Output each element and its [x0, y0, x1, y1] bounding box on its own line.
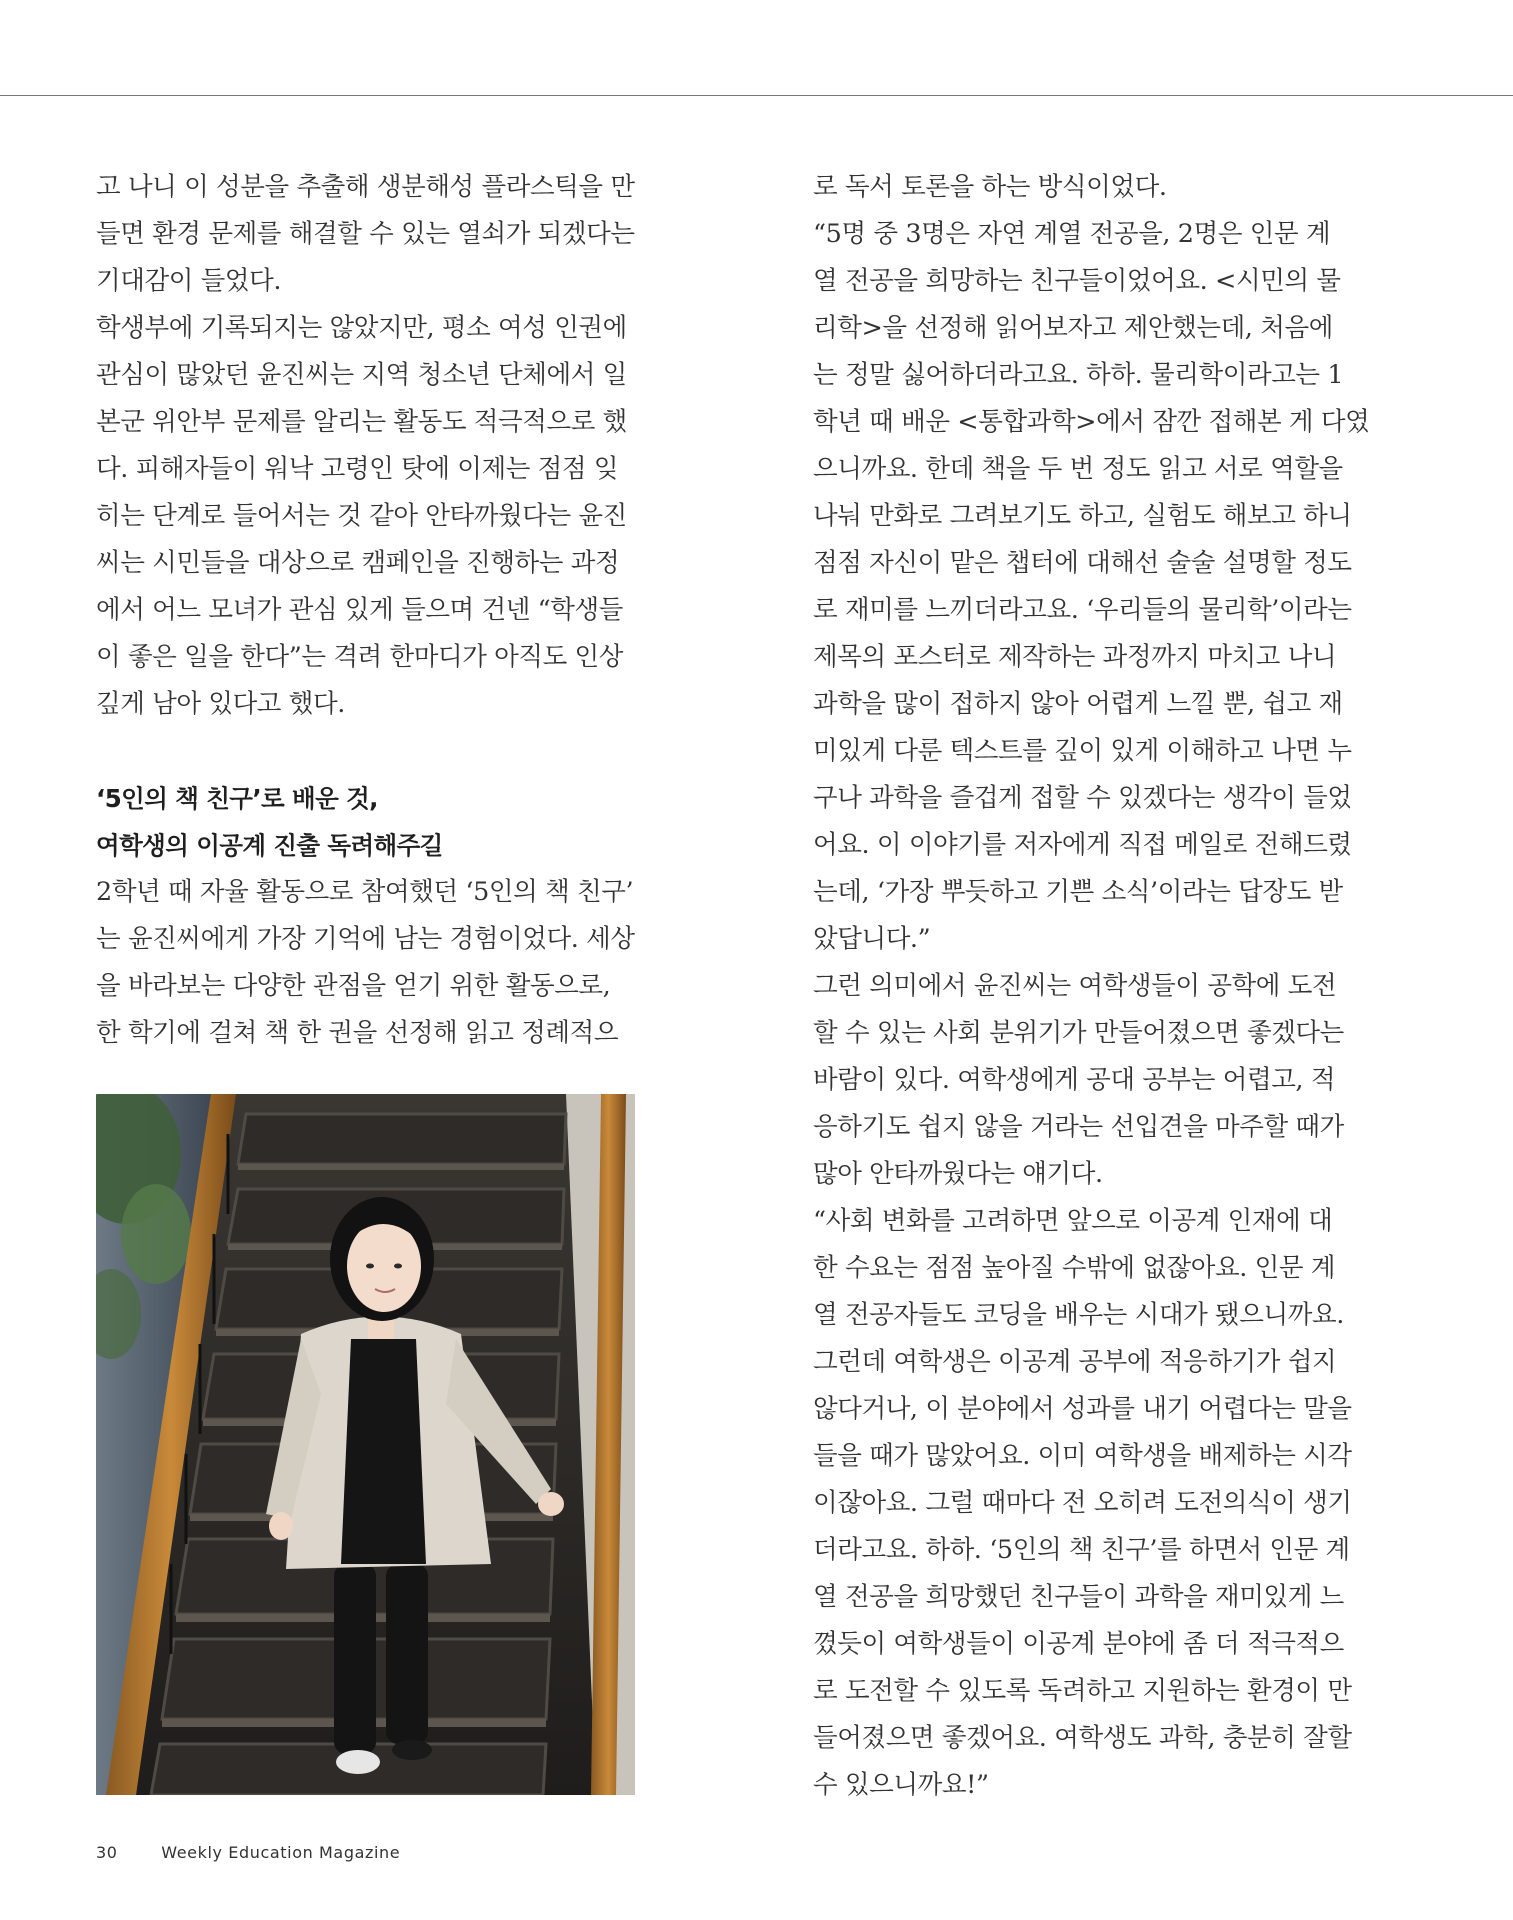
subheading-line: 여학생의 이공계 진출 독려해주길 [96, 831, 443, 860]
text-line: 그런 의미에서 윤진씨는 여학생들이 공학에 도전 [813, 971, 1337, 1001]
text-line: 점점 자신이 맡은 챕터에 대해선 술술 설명할 정도 [813, 548, 1352, 578]
text-line: 는 윤진씨에게 가장 기억에 남는 경험이었다. 세상 [96, 924, 635, 954]
text-line: 열 전공자들도 코딩을 배우는 시대가 됐으니까요. [813, 1300, 1344, 1330]
text-line: 는데, ‘가장 뿌듯하고 기쁜 소식’이라는 답장도 받 [813, 877, 1343, 907]
right-paragraph-2 [813, 963, 1353, 1198]
left-paragraph-1 [96, 164, 636, 305]
text-line: 이잖아요. 그럴 때마다 전 오히려 도전의식이 생기 [813, 1488, 1352, 1518]
text-line: 는 정말 싫어하더라고요. 하하. 물리학이라고는 1 [813, 360, 1344, 390]
text-line: 들을 때가 많았어요. 이미 여학생을 배제하는 시각 [813, 1441, 1352, 1471]
text-line: 고 나니 이 성분을 추출해 생분해성 플라스틱을 만 [96, 172, 635, 202]
paragraph-gap [96, 728, 636, 775]
text-line: 수 있으니까요!” [813, 1770, 989, 1800]
text-line: 많아 안타까웠다는 얘기다. [813, 1159, 1103, 1189]
text-line: 깊게 남아 있다고 했다. [96, 689, 345, 719]
right-paragraph-1 [813, 164, 1370, 963]
text-line: 열 전공을 희망했던 친구들이 과학을 재미있게 느 [813, 1582, 1344, 1612]
magazine-name: Weekly Education Magazine [161, 1843, 401, 1862]
text-line: 더라고요. 하하. ‘5인의 책 친구’를 하면서 인문 계 [813, 1535, 1350, 1565]
text-line: 응하기도 쉽지 않을 거라는 선입견을 마주할 때가 [813, 1112, 1344, 1142]
text-line: 로 도전할 수 있도록 독려하고 지원하는 환경이 만 [813, 1676, 1352, 1706]
text-line: 으니까요. 한데 책을 두 번 정도 읽고 서로 역할을 [813, 454, 1343, 484]
text-line: 들면 환경 문제를 해결할 수 있는 열쇠가 되겠다는 [96, 219, 635, 249]
text-line: 들어졌으면 좋겠어요. 여학생도 과학, 충분히 잘할 [813, 1723, 1352, 1753]
text-line: 열 전공을 희망하는 친구들이었어요. <시민의 물 [813, 266, 1341, 296]
text-line: 제목의 포스터로 제작하는 과정까지 마치고 나니 [813, 642, 1337, 672]
text-line: 학생부에 기록되지는 않았지만, 평소 여성 인권에 [96, 313, 627, 343]
text-line: 에서 어느 모녀가 관심 있게 들으며 건넨 “학생들 [96, 595, 624, 625]
page-footer [96, 1843, 400, 1862]
text-line: 을 바라보는 다양한 관점을 얻기 위한 활동으로, [96, 971, 611, 1001]
text-line: 히는 단계로 들어서는 것 같아 안타까웠다는 윤진 [96, 501, 627, 531]
text-line: 2학년 때 자율 활동으로 참여했던 ‘5인의 책 친구’ [96, 877, 634, 907]
left-paragraph-2 [96, 305, 636, 728]
text-line: 한 학기에 걸쳐 책 한 권을 선정해 읽고 정례적으 [96, 1018, 619, 1048]
left-paragraph-3 [96, 869, 636, 1057]
right-paragraph-3 [813, 1198, 1353, 1809]
text-line: 이 좋은 일을 한다”는 격려 한마디가 아직도 인상 [96, 642, 624, 672]
text-line: 았답니다.” [813, 924, 931, 954]
text-line: 나눠 만화로 그려보기도 하고, 실험도 해보고 하니 [813, 501, 1352, 531]
text-line: 학년 때 배운 <통합과학>에서 잠깐 접해본 게 다였 [813, 407, 1370, 437]
text-line: 미있게 다룬 텍스트를 깊이 있게 이해하고 나면 누 [813, 736, 1352, 766]
text-line: 관심이 많았던 윤진씨는 지역 청소년 단체에서 일 [96, 360, 627, 390]
left-column [96, 164, 636, 1057]
text-line: “5명 중 3명은 자연 계열 전공을, 2명은 인문 계 [813, 219, 1331, 249]
text-line: 로 독서 토론을 하는 방식이었다. [813, 172, 1167, 202]
section-subheading [96, 775, 636, 869]
right-column [813, 164, 1370, 1809]
text-line: 기대감이 들었다. [96, 266, 282, 296]
page-number: 30 [96, 1843, 118, 1862]
text-line: 본군 위안부 문제를 알리는 활동도 적극적으로 했 [96, 407, 627, 437]
text-line: 한 수요는 점점 높아질 수밖에 없잖아요. 인문 계 [813, 1253, 1336, 1283]
text-line: 리학>을 선정해 읽어보자고 제안했는데, 처음에 [813, 313, 1333, 343]
text-line: 다. 피해자들이 워낙 고령인 탓에 이제는 점점 잊 [96, 454, 619, 484]
text-line: 씨는 시민들을 대상으로 캠페인을 진행하는 과정 [96, 548, 620, 578]
staircase-photo [96, 1094, 635, 1795]
subheading-line: ‘5인의 책 친구’로 배운 것, [96, 784, 378, 813]
text-line: 그런데 여학생은 이공계 공부에 적응하기가 쉽지 [813, 1347, 1337, 1377]
text-line: 과학을 많이 접하지 않아 어렵게 느낄 뿐, 쉽고 재 [813, 689, 1343, 719]
top-rule [0, 95, 1513, 96]
text-line: 어요. 이 이야기를 저자에게 직접 메일로 전해드렸 [813, 830, 1352, 860]
text-line: 로 재미를 느끼더라고요. ‘우리들의 물리학’이라는 [813, 595, 1352, 625]
text-line: 않다거나, 이 분야에서 성과를 내기 어렵다는 말을 [813, 1394, 1352, 1424]
text-line: 꼈듯이 여학생들이 이공계 분야에 좀 더 적극적으 [813, 1629, 1344, 1659]
text-line: 할 수 있는 사회 분위기가 만들어졌으면 좋겠다는 [813, 1018, 1344, 1048]
text-line: “사회 변화를 고려하면 앞으로 이공계 인재에 대 [813, 1206, 1333, 1236]
text-line: 바람이 있다. 여학생에게 공대 공부는 어렵고, 적 [813, 1065, 1336, 1095]
text-line: 구나 과학을 즐겁게 접할 수 있겠다는 생각이 들었 [813, 783, 1352, 813]
